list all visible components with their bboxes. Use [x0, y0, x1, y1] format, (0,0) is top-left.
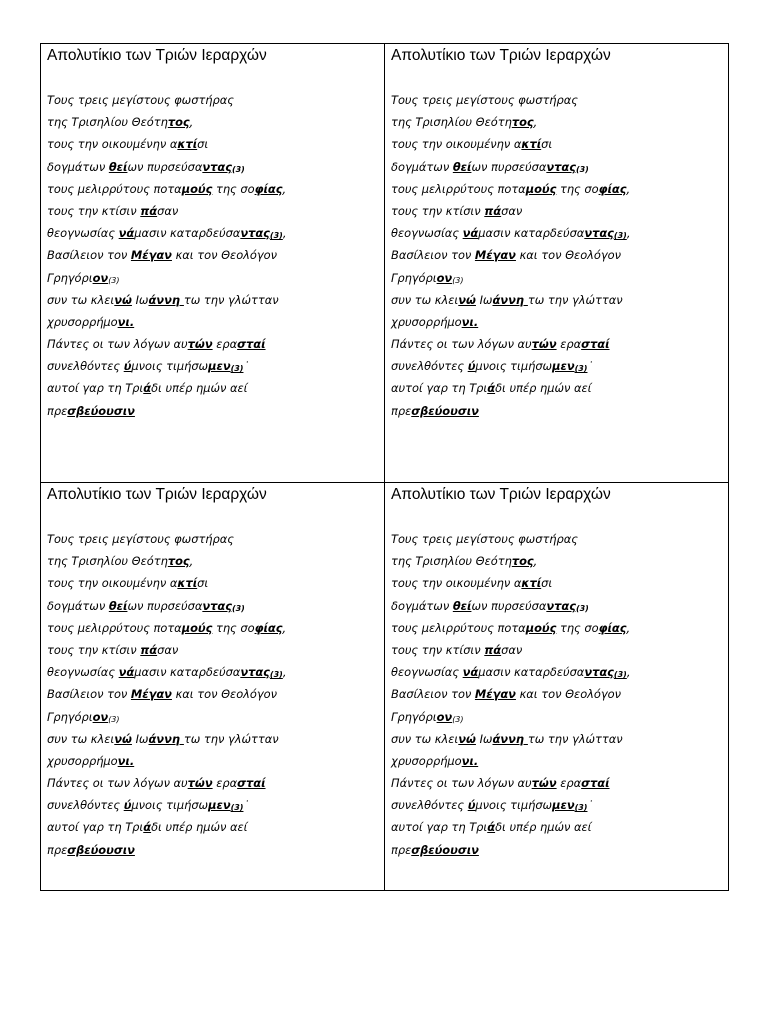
hymn-line [391, 661, 725, 683]
hymn-line [391, 595, 725, 617]
text-segment: πρε [47, 842, 68, 857]
hymn-text [391, 528, 725, 861]
text-segment: συνελθόντες [47, 798, 124, 813]
repeat-mark: (3) [231, 603, 245, 613]
text-segment: και τον Θεολόγον [171, 248, 277, 263]
text-segment: Ιω [131, 731, 149, 746]
emphasized-syllable: ον [436, 709, 453, 724]
text-segment: ˙ [243, 359, 250, 374]
repeat-mark: (3) [575, 164, 589, 174]
emphasized-syllable: τος [511, 115, 534, 130]
text-segment: αυτοί γαρ τη Τρι [391, 381, 488, 396]
text-segment: τους μελιρρύτους ποτα [391, 620, 526, 635]
emphasized-syllable: ντας [240, 665, 270, 680]
hymn-text [47, 528, 380, 861]
card-title: Απολυτίκιο των Τριών Ιεραρχών [391, 486, 611, 503]
text-segment: συν τω κλει [391, 731, 459, 746]
emphasized-syllable: νι. [461, 314, 479, 329]
hymn-line [391, 377, 725, 399]
emphasized-syllable: άννη [492, 731, 528, 746]
emphasized-syllable: νώ [458, 292, 476, 307]
hymn-line [391, 572, 725, 594]
text-segment: Βασίλειον τον [47, 687, 131, 702]
hymn-line [391, 772, 725, 794]
emphasized-syllable: ον [92, 270, 109, 285]
emphasized-syllable: τών [187, 337, 213, 352]
hymn-line [47, 111, 380, 133]
text-segment: τους την οικουμένην α [391, 576, 522, 591]
text-segment: μνοις τιμήσω [131, 798, 209, 813]
hymn-line [391, 750, 725, 772]
hymn-line [391, 706, 725, 728]
emphasized-syllable: τών [531, 337, 557, 352]
emphasized-syllable: τος [167, 115, 190, 130]
text-segment: της σο [556, 181, 599, 196]
text-segment: , [282, 181, 287, 196]
hymn-line [47, 706, 380, 728]
emphasized-syllable: Μέγαν [474, 248, 516, 263]
emphasized-syllable: νι. [461, 753, 479, 768]
card-title: Απολυτίκιο των Τριών Ιεραρχών [391, 47, 611, 64]
text-segment: τους μελιρρύτους ποτα [391, 181, 526, 196]
emphasized-syllable: σβεύουσιν [411, 403, 479, 418]
emphasized-syllable: ά [487, 820, 496, 835]
text-segment: της σο [212, 620, 255, 635]
text-segment: συνελθόντες [391, 798, 468, 813]
text-segment: και τον Θεολόγον [515, 687, 621, 702]
repeat-mark: (3) [269, 231, 283, 241]
text-segment: συνελθόντες [391, 359, 468, 374]
emphasized-syllable: σταί [581, 776, 610, 791]
emphasized-syllable: φίας [254, 181, 283, 196]
text-segment: ˙ [587, 359, 594, 374]
emphasized-syllable: πά [484, 642, 502, 657]
text-segment: ερα [556, 337, 582, 352]
text-segment: Γρηγόρι [47, 270, 93, 285]
text-segment: μνοις τιμήσω [131, 359, 209, 374]
emphasized-syllable: φίας [598, 620, 627, 635]
emphasized-syllable: ά [143, 381, 152, 396]
hymn-line [47, 794, 380, 816]
emphasized-syllable: σταί [581, 337, 610, 352]
hymn-line [47, 750, 380, 772]
text-segment: τους την κτίσιν [391, 203, 485, 218]
hymn-line [47, 333, 380, 355]
text-segment: τους την κτίσιν [391, 642, 485, 657]
text-segment: Ιω [475, 731, 493, 746]
text-segment: ˙ [587, 798, 594, 813]
text-segment: τω την γλώτταν [183, 292, 279, 307]
text-segment: , [282, 620, 287, 635]
emphasized-syllable: μεν [552, 359, 575, 374]
emphasized-syllable: μούς [181, 181, 213, 196]
emphasized-syllable: ντας [202, 598, 232, 613]
emphasized-syllable: σβεύουσιν [67, 842, 135, 857]
emphasized-syllable: ύ [123, 798, 132, 813]
text-segment: και τον Θεολόγον [515, 248, 621, 263]
emphasized-syllable: τών [531, 776, 557, 791]
hymn-line [391, 178, 725, 200]
text-segment: Γρηγόρι [47, 709, 93, 724]
hymn-line [47, 572, 380, 594]
text-segment: τους την οικουμένην α [47, 576, 178, 591]
text-segment: ερα [212, 776, 238, 791]
text-segment: χρυσορρήμο [391, 753, 462, 768]
hymn-line [47, 839, 380, 861]
emphasized-syllable: νά [118, 665, 135, 680]
text-segment: Γρηγόρι [391, 709, 437, 724]
hymn-line [47, 311, 380, 333]
emphasized-syllable: μεν [208, 359, 231, 374]
text-segment: Πάντες οι των λόγων αυ [391, 337, 532, 352]
emphasized-syllable: πά [140, 642, 158, 657]
hymn-line [391, 111, 725, 133]
hymn-line [391, 89, 725, 111]
hymn-line [47, 528, 380, 550]
emphasized-syllable: Μέγαν [130, 248, 172, 263]
hymn-line [391, 222, 725, 244]
text-segment: Πάντες οι των λόγων αυ [391, 776, 532, 791]
repeat-mark: (3) [269, 670, 283, 680]
hymn-line [47, 772, 380, 794]
text-segment: Γρηγόρι [391, 270, 437, 285]
text-segment: σι [197, 137, 209, 152]
hymn-line [391, 333, 725, 355]
emphasized-syllable: μούς [181, 620, 213, 635]
emphasized-syllable: μεν [208, 798, 231, 813]
text-segment: ων πυρσεύσα [127, 159, 203, 174]
repeat-mark: (3) [574, 364, 588, 374]
text-segment: Πάντες οι των λόγων αυ [47, 337, 188, 352]
hymn-line [391, 200, 725, 222]
text-segment: δογμάτων [47, 598, 109, 613]
text-segment: τους μελιρρύτους ποτα [47, 620, 182, 635]
emphasized-syllable: άννη [148, 292, 184, 307]
repeat-mark: (3) [108, 275, 120, 285]
text-segment: σι [541, 137, 553, 152]
text-segment: χρυσορρήμο [391, 314, 462, 329]
text-segment: συν τω κλει [47, 731, 115, 746]
text-segment: Τους τρεις μεγίστους φωστήρας [47, 532, 234, 546]
emphasized-syllable: ον [92, 709, 109, 724]
emphasized-syllable: τών [187, 776, 213, 791]
text-segment: θεογνωσίας [47, 226, 119, 241]
text-segment: σαν [157, 203, 179, 218]
hymn-line [391, 311, 725, 333]
text-segment: μασιν καταρδεύσα [478, 665, 585, 680]
emphasized-syllable: ντας [240, 226, 270, 241]
text-segment: , [626, 181, 631, 196]
emphasized-syllable: νά [462, 665, 479, 680]
text-segment: μασιν καταρδεύσα [134, 226, 241, 241]
text-segment: τους μελιρρύτους ποτα [47, 181, 182, 196]
emphasized-syllable: σβεύουσιν [67, 403, 135, 418]
text-segment: , [626, 620, 631, 635]
hymn-card [41, 483, 385, 891]
hymn-line [391, 244, 725, 266]
emphasized-syllable: άννη [148, 731, 184, 746]
emphasized-syllable: τος [167, 554, 190, 569]
hymn-line [47, 200, 380, 222]
text-segment: Ιω [475, 292, 493, 307]
text-segment: Τους τρεις μεγίστους φωστήρας [47, 93, 234, 107]
repeat-mark: (3) [452, 714, 464, 724]
emphasized-syllable: ύ [467, 359, 476, 374]
text-segment: χρυσορρήμο [47, 314, 118, 329]
repeat-mark: (3) [575, 603, 589, 613]
hymn-line [391, 355, 725, 377]
text-segment: δογμάτων [47, 159, 109, 174]
emphasized-syllable: κτί [521, 137, 542, 152]
emphasized-syllable: μούς [525, 620, 557, 635]
text-segment: θεογνωσίας [47, 665, 119, 680]
text-segment: Βασίλειον τον [391, 687, 475, 702]
repeat-mark: (3) [230, 803, 244, 813]
emphasized-syllable: κτί [521, 576, 542, 591]
text-segment: δι υπέρ ημών αεί [151, 820, 248, 835]
text-segment: Πάντες οι των λόγων αυ [47, 776, 188, 791]
text-segment: συν τω κλει [47, 292, 115, 307]
emphasized-syllable: ντας [546, 159, 576, 174]
emphasized-syllable: ντας [202, 159, 232, 174]
hymn-line [47, 377, 380, 399]
hymn-line [47, 816, 380, 838]
emphasized-syllable: μεν [552, 798, 575, 813]
text-segment: ερα [556, 776, 582, 791]
hymn-text [47, 89, 380, 422]
hymn-text [391, 89, 725, 422]
emphasized-syllable: θεί [452, 598, 472, 613]
hymn-line [391, 400, 725, 422]
emphasized-syllable: νώ [114, 731, 132, 746]
text-segment: σαν [501, 642, 523, 657]
text-segment: αυτοί γαρ τη Τρι [47, 820, 144, 835]
hymn-line [47, 683, 380, 705]
emphasized-syllable: άννη [492, 292, 528, 307]
hymn-line [47, 289, 380, 311]
hymn-line [47, 661, 380, 683]
emphasized-syllable: νι. [117, 314, 135, 329]
text-segment: της Τρισηλίου Θεότη [47, 554, 168, 569]
hymn-line [47, 267, 380, 289]
hymn-line [391, 794, 725, 816]
hymn-line [391, 683, 725, 705]
emphasized-syllable: φίας [254, 620, 283, 635]
hymn-line [391, 289, 725, 311]
text-segment: τους την οικουμένην α [391, 137, 522, 152]
text-segment: αυτοί γαρ τη Τρι [47, 381, 144, 396]
text-segment: , [282, 665, 287, 680]
hymn-line [47, 617, 380, 639]
hymn-card [41, 44, 385, 483]
hymn-line [391, 550, 725, 572]
text-segment: χρυσορρήμο [47, 753, 118, 768]
text-segment: δογμάτων [391, 159, 453, 174]
text-segment: , [189, 115, 194, 130]
text-segment: δογμάτων [391, 598, 453, 613]
hymn-line [391, 528, 725, 550]
text-segment: πρε [391, 842, 412, 857]
text-segment: , [626, 226, 631, 241]
repeat-mark: (3) [574, 803, 588, 813]
emphasized-syllable: νι. [117, 753, 135, 768]
emphasized-syllable: ντας [584, 226, 614, 241]
text-segment: συν τω κλει [391, 292, 459, 307]
text-segment: ˙ [243, 798, 250, 813]
text-segment: σαν [501, 203, 523, 218]
repeat-mark: (3) [230, 364, 244, 374]
repeat-mark: (3) [613, 231, 627, 241]
emphasized-syllable: κτί [177, 137, 198, 152]
emphasized-syllable: φίας [598, 181, 627, 196]
emphasized-syllable: τος [511, 554, 534, 569]
hymn-line [47, 222, 380, 244]
text-segment: της Τρισηλίου Θεότη [391, 554, 512, 569]
emphasized-syllable: ον [436, 270, 453, 285]
hymn-line [47, 178, 380, 200]
hymn-line [47, 156, 380, 178]
hymn-line [391, 728, 725, 750]
hymn-line [391, 816, 725, 838]
text-segment: σι [541, 576, 553, 591]
hymn-line [47, 639, 380, 661]
emphasized-syllable: θεί [108, 159, 128, 174]
text-segment: θεογνωσίας [391, 665, 463, 680]
text-segment: τους την οικουμένην α [47, 137, 178, 152]
hymn-line [47, 133, 380, 155]
text-segment: τω την γλώτταν [183, 731, 279, 746]
emphasized-syllable: ά [487, 381, 496, 396]
hymn-line [47, 89, 380, 111]
text-segment: μασιν καταρδεύσα [478, 226, 585, 241]
emphasized-syllable: πά [140, 203, 158, 218]
emphasized-syllable: ά [143, 820, 152, 835]
hymn-line [47, 355, 380, 377]
emphasized-syllable: θεί [452, 159, 472, 174]
hymn-card-grid [40, 43, 729, 891]
text-segment: της σο [212, 181, 255, 196]
text-segment: Τους τρεις μεγίστους φωστήρας [391, 532, 578, 546]
text-segment: , [282, 226, 287, 241]
emphasized-syllable: Μέγαν [130, 687, 172, 702]
text-segment: Βασίλειον τον [47, 248, 131, 263]
text-segment: πρε [391, 403, 412, 418]
hymn-line [391, 267, 725, 289]
text-segment: πρε [47, 403, 68, 418]
text-segment: ων πυρσεύσα [127, 598, 203, 613]
text-segment: και τον Θεολόγον [171, 687, 277, 702]
text-segment: , [533, 115, 538, 130]
hymn-line [391, 839, 725, 861]
emphasized-syllable: σβεύουσιν [411, 842, 479, 857]
hymn-line [47, 400, 380, 422]
text-segment: μνοις τιμήσω [475, 798, 553, 813]
text-segment: δι υπέρ ημών αεί [495, 820, 592, 835]
hymn-line [391, 133, 725, 155]
text-segment: αυτοί γαρ τη Τρι [391, 820, 488, 835]
emphasized-syllable: μούς [525, 181, 557, 196]
repeat-mark: (3) [108, 714, 120, 724]
text-segment: δι υπέρ ημών αεί [151, 381, 248, 396]
text-segment: της Τρισηλίου Θεότη [47, 115, 168, 130]
hymn-line [47, 550, 380, 572]
text-segment: Βασίλειον τον [391, 248, 475, 263]
emphasized-syllable: ύ [467, 798, 476, 813]
text-segment: ων πυρσεύσα [471, 159, 547, 174]
card-title: Απολυτίκιο των Τριών Ιεραρχών [47, 486, 267, 503]
text-segment: μνοις τιμήσω [475, 359, 553, 374]
repeat-mark: (3) [452, 275, 464, 285]
text-segment: Ιω [131, 292, 149, 307]
emphasized-syllable: νά [118, 226, 135, 241]
text-segment: θεογνωσίας [391, 226, 463, 241]
text-segment: συνελθόντες [47, 359, 124, 374]
emphasized-syllable: θεί [108, 598, 128, 613]
text-segment: τω την γλώτταν [527, 731, 623, 746]
text-segment: , [533, 554, 538, 569]
hymn-line [391, 639, 725, 661]
text-segment: σι [197, 576, 209, 591]
text-segment: της σο [556, 620, 599, 635]
emphasized-syllable: ντας [546, 598, 576, 613]
hymn-line [391, 617, 725, 639]
repeat-mark: (3) [613, 670, 627, 680]
hymn-line [391, 156, 725, 178]
text-segment: ων πυρσεύσα [471, 598, 547, 613]
text-segment: ερα [212, 337, 238, 352]
emphasized-syllable: Μέγαν [474, 687, 516, 702]
text-segment: τους την κτίσιν [47, 642, 141, 657]
text-segment: τω την γλώτταν [527, 292, 623, 307]
text-segment: τους την κτίσιν [47, 203, 141, 218]
hymn-card [385, 483, 729, 891]
text-segment: , [189, 554, 194, 569]
emphasized-syllable: κτί [177, 576, 198, 591]
emphasized-syllable: νά [462, 226, 479, 241]
emphasized-syllable: ντας [584, 665, 614, 680]
hymn-line [47, 728, 380, 750]
text-segment: της Τρισηλίου Θεότη [391, 115, 512, 130]
text-segment: Τους τρεις μεγίστους φωστήρας [391, 93, 578, 107]
emphasized-syllable: πά [484, 203, 502, 218]
emphasized-syllable: νώ [458, 731, 476, 746]
hymn-line [47, 244, 380, 266]
card-title: Απολυτίκιο των Τριών Ιεραρχών [47, 47, 267, 64]
text-segment: σαν [157, 642, 179, 657]
text-segment: μασιν καταρδεύσα [134, 665, 241, 680]
emphasized-syllable: ύ [123, 359, 132, 374]
repeat-mark: (3) [231, 164, 245, 174]
hymn-card [385, 44, 729, 483]
emphasized-syllable: σταί [237, 337, 266, 352]
emphasized-syllable: νώ [114, 292, 132, 307]
emphasized-syllable: σταί [237, 776, 266, 791]
text-segment: , [626, 665, 631, 680]
hymn-line [47, 595, 380, 617]
text-segment: δι υπέρ ημών αεί [495, 381, 592, 396]
